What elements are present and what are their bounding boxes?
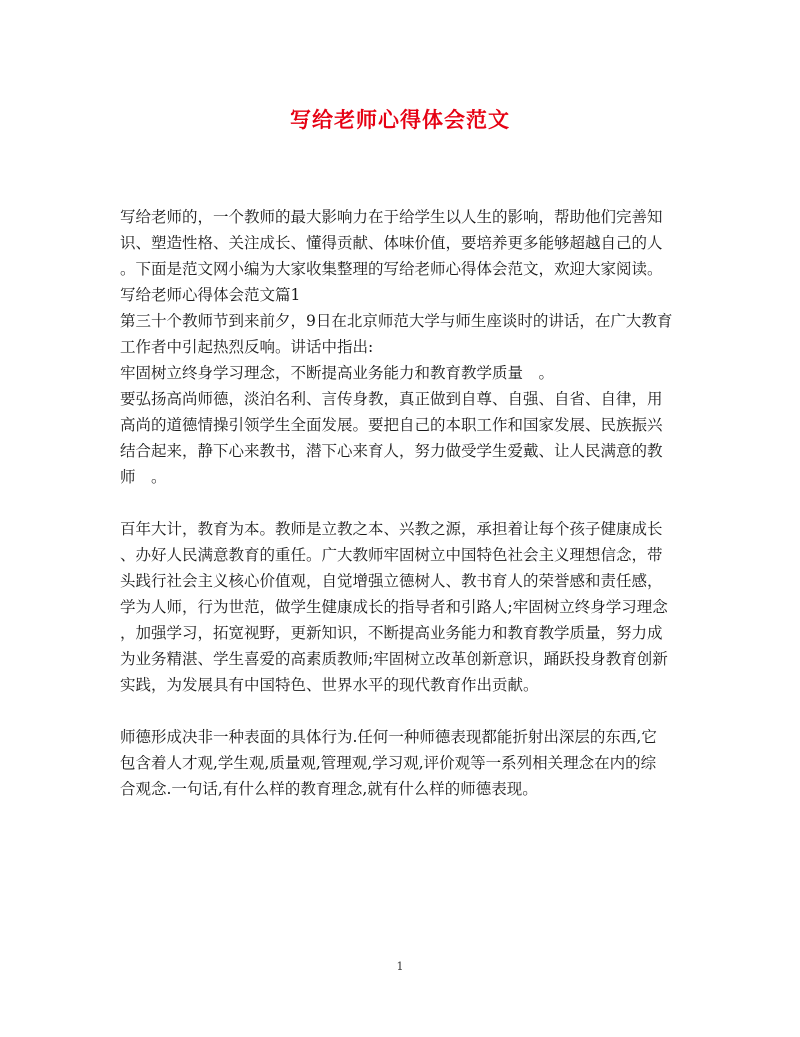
paragraph-line: 合观念.一句话,有什么样的教育理念,就有什么样的师德表现。 bbox=[120, 780, 538, 798]
paragraph-line: 牢固树立终身学习理念，不断提高业务能力和教育教学质量 。 bbox=[120, 364, 555, 382]
paragraph-line: 学为人师，行为世范，做学生健康成长的指导者和引路人;牢固树立终身学习理念 bbox=[120, 598, 668, 616]
paragraph-line: 识、塑造性格、关注成长、懂得贡献、体味价值，要培养更多能够超越自己的人 bbox=[120, 234, 663, 252]
paragraph-line: 。下面是范文网小编为大家收集整理的写给老师心得体会范文，欢迎大家阅读。 bbox=[120, 260, 663, 278]
page-title: 写给老师心得体会范文 bbox=[290, 107, 510, 132]
document-body bbox=[120, 204, 688, 802]
paragraph-line: 结合起来，静下心来教书，潜下心来育人，努力做受学生爱戴、让人民满意的教 bbox=[120, 442, 663, 460]
page-number: 1 bbox=[396, 960, 404, 973]
paragraph-line: 师德形成决非一种表面的具体行为.任何一种师德表现都能折射出深层的东西,它 bbox=[120, 728, 657, 746]
paragraph-line: 高尚的道德情操引领学生全面发展。要把自己的本职工作和国家发展、民族振兴 bbox=[120, 416, 663, 434]
paragraph-line: 实践，为发展具有中国特色、世界水平的现代教育作出贡献。 bbox=[120, 676, 539, 694]
paragraph-line: 为业务精湛、学生喜爱的高素质教师;牢固树立改革创新意识，踊跃投身教育创新 bbox=[120, 650, 668, 668]
paragraph-gap bbox=[120, 490, 688, 516]
paragraph-line: 第三十个教师节到来前夕，9日在北京师范大学与师生座谈时的讲话，在广大教育 bbox=[120, 312, 673, 330]
paragraph-line: 写给老师的，一个教师的最大影响力在于给学生以人生的影响，帮助他们完善知 bbox=[120, 208, 663, 226]
paragraph-line: 、办好人民满意教育的重任。广大教师牢固树立中国特色社会主义理想信念，带 bbox=[120, 546, 663, 564]
paragraph-line: ，加强学习，拓宽视野，更新知识，不断提高业务能力和教育教学质量，努力成 bbox=[120, 624, 663, 642]
paragraph-line: 工作者中引起热烈反响。讲话中指出: bbox=[120, 338, 374, 356]
paragraph-line: 包含着人才观,学生观,质量观,管理观,学习观,评价观等一系列相关理念在内的综 bbox=[120, 754, 657, 772]
paragraph-gap bbox=[120, 698, 688, 724]
section-heading: 写给老师心得体会范文篇1 bbox=[120, 286, 301, 304]
paragraph-line: 要弘扬高尚师德，淡泊名利、言传身教，真正做到自尊、自强、自省、自律，用 bbox=[120, 390, 663, 408]
paragraph-line: 头践行社会主义核心价值观，自觉增强立德树人、教书育人的荣誉感和责任感， bbox=[120, 572, 663, 590]
paragraph-line: 师 。 bbox=[120, 468, 167, 486]
paragraph-line: 百年大计，教育为本。教师是立教之本、兴教之源，承担着让每个孩子健康成长 bbox=[120, 520, 663, 538]
